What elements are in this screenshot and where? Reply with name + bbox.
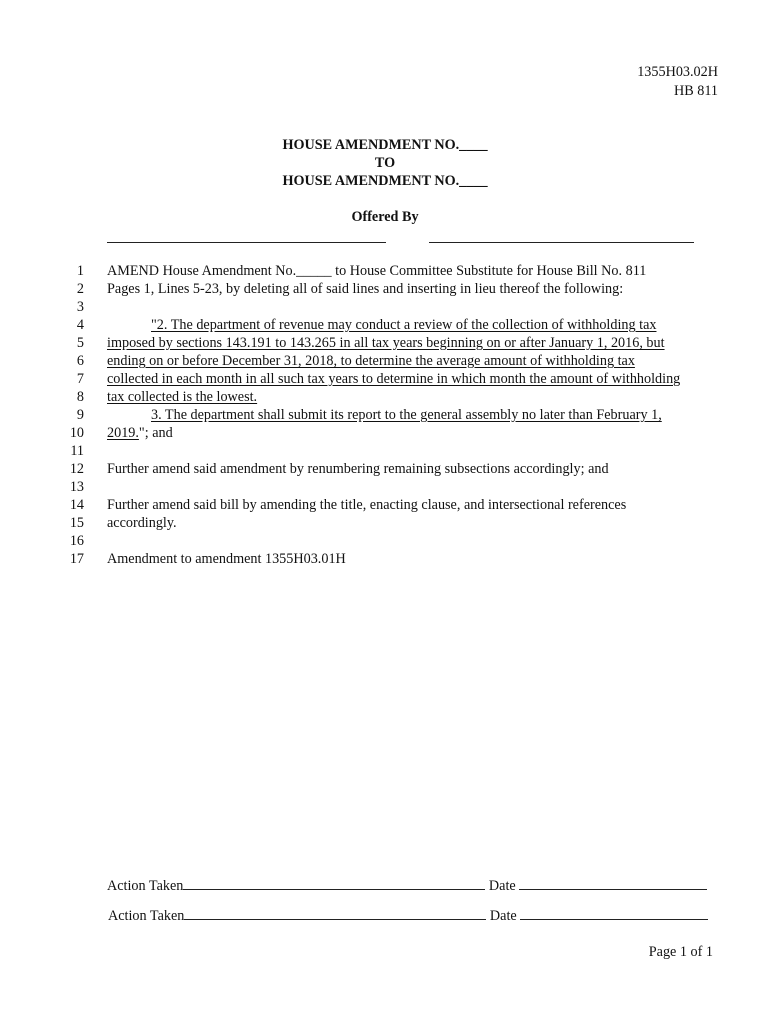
- action-taken-label: Action Taken: [107, 878, 184, 894]
- line-number: 2: [76, 281, 84, 297]
- date-label: Date: [488, 878, 516, 894]
- bill-number: HB 811: [673, 83, 718, 99]
- line-text: Amendment to amendment 1355H03.01H: [107, 551, 346, 567]
- action-taken-line: [183, 889, 485, 890]
- document-code: 1355H03.02H: [637, 64, 718, 80]
- line-number: 9: [76, 407, 84, 423]
- action-taken-label: Action Taken: [108, 908, 185, 924]
- title-line-3: HOUSE AMENDMENT NO.____: [282, 173, 488, 189]
- line-number: 12: [69, 461, 84, 477]
- date-line: [520, 919, 708, 920]
- line-number: 16: [69, 533, 84, 549]
- line-text: AMEND House Amendment No._____ to House Committee Substitute for House Bill No. 811: [107, 263, 647, 279]
- inserted-text: tax collected is the lowest.: [107, 389, 258, 405]
- line-number: 10: [69, 425, 84, 441]
- line-number: 11: [70, 443, 84, 459]
- sponsor-signature-line-left: [107, 242, 386, 243]
- page-number: Page 1 of 1: [648, 944, 713, 960]
- line-number: 15: [69, 515, 84, 531]
- inserted-text: 3. The department shall submit its report to the general assembly no later than February 1,: [151, 407, 662, 423]
- date-line: [519, 889, 707, 890]
- date-label: Date: [489, 908, 517, 924]
- inserted-text: imposed by sections 143.191 to 143.265 in all tax years beginning on or after January 1, 2016, but: [107, 335, 665, 351]
- inserted-text: "2. The department of revenue may conduct a review of the collection of withholding tax: [151, 317, 657, 333]
- inserted-text: ending on or before December 31, 2018, to determine the average amount of withholding tax: [107, 353, 635, 369]
- line-number: 6: [76, 353, 84, 369]
- line-number: 7: [76, 371, 84, 387]
- inserted-text: collected in each month in all such tax years to determine in which month the amount of withholding: [107, 371, 681, 387]
- title-line-2: TO: [374, 155, 396, 171]
- action-taken-row-1: [107, 878, 707, 895]
- offered-by: Offered By: [351, 209, 419, 225]
- line-number: 5: [76, 335, 84, 351]
- line-text: accordingly.: [107, 515, 177, 531]
- sponsor-signature-line-right: [429, 242, 694, 243]
- inserted-text: 2019.: [107, 425, 139, 441]
- line-number: 8: [76, 389, 84, 405]
- line-text: Further amend said amendment by renumbering remaining subsections accordingly; and: [107, 461, 609, 477]
- line-number: 3: [76, 299, 84, 315]
- line-number: 13: [69, 479, 84, 495]
- line-number: 14: [69, 497, 84, 513]
- line-text: Further amend said bill by amending the title, enacting clause, and intersectional references: [107, 497, 627, 513]
- action-taken-row-2: [108, 908, 708, 925]
- line-number: 17: [69, 551, 84, 567]
- title-line-1: HOUSE AMENDMENT NO.____: [282, 137, 488, 153]
- line-number: 1: [76, 263, 84, 279]
- line-text: [107, 425, 173, 442]
- line-text: Pages 1, Lines 5-23, by deleting all of said lines and inserting in lieu thereof the following:: [107, 281, 624, 297]
- line-number: 4: [76, 317, 84, 333]
- action-taken-line: [184, 919, 486, 920]
- line-text-rest: "; and: [138, 425, 173, 441]
